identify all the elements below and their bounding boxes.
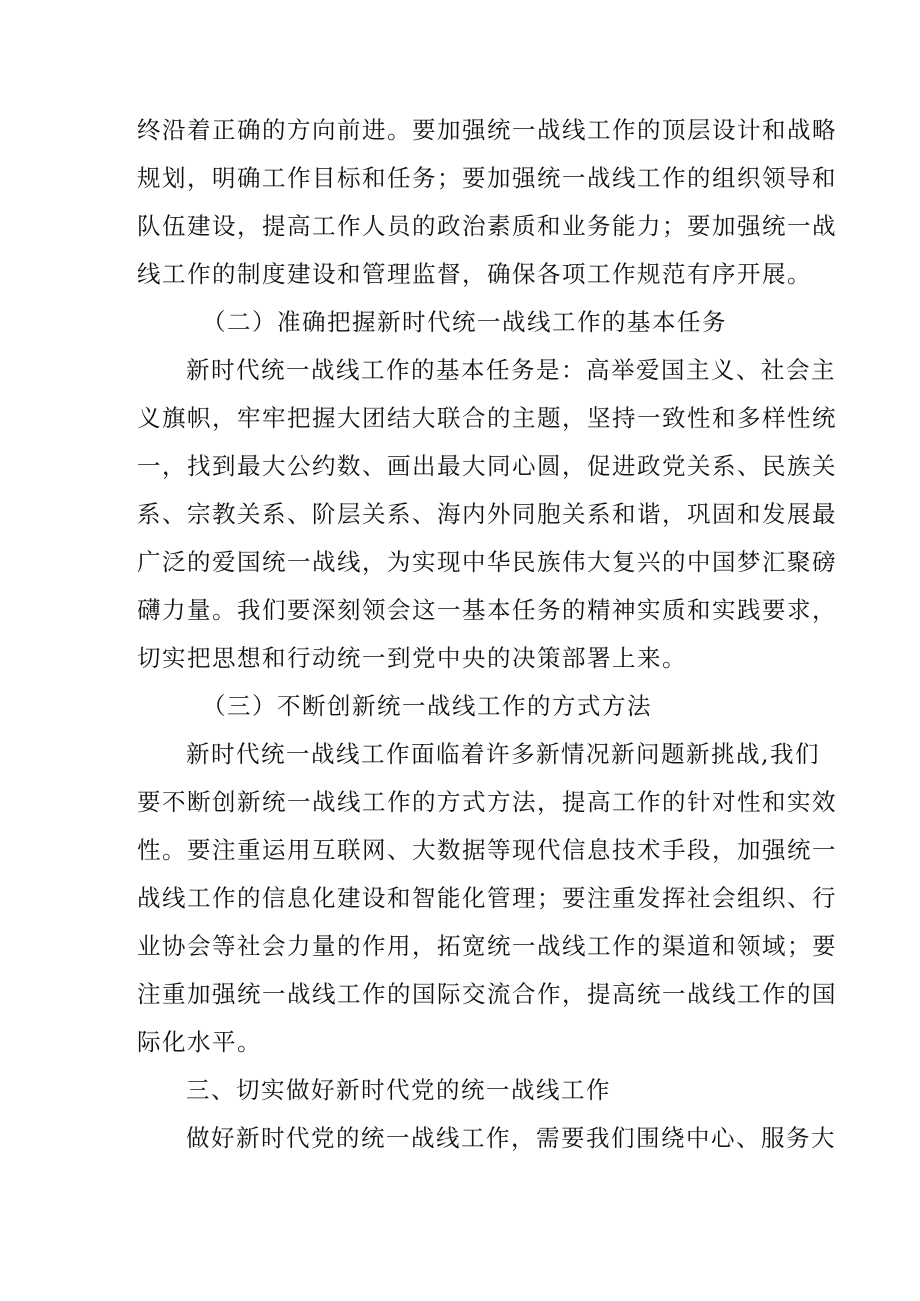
section-heading-three: 三、切实做好新时代党的统一战线工作 [186, 1076, 611, 1104]
paragraph-line: 一，找到最大公约数、画出最大同心圆，促进政党关系、民族关 [137, 452, 837, 480]
paragraph-line: 义旗帜，牢牢把握大团结大联合的主题，坚持一致性和多样性统 [137, 404, 837, 432]
paragraph-line: 新时代统一战线工作面临着许多新情况新问题新挑战,我们 [186, 740, 820, 768]
paragraph-line: 规划，明确工作目标和任务；要加强统一战线工作的组织领导和 [137, 164, 837, 192]
subheading-basic-tasks: （二）准确把握新时代统一战线工作的基本任务 [202, 308, 727, 336]
paragraph-line: 系、宗教关系、阶层关系、海内外同胞关系和谐，巩固和发展最 [137, 500, 837, 528]
paragraph-line: 业协会等社会力量的作用，拓宽统一战线工作的渠道和领域；要 [137, 932, 837, 960]
paragraph-line: 做好新时代党的统一战线工作，需要我们围绕中心、服务大 [186, 1124, 836, 1152]
paragraph-line: 新时代统一战线工作的基本任务是：高举爱国主义、社会主 [186, 356, 836, 384]
paragraph-line: 性。要注重运用互联网、大数据等现代信息技术手段，加强统一 [137, 836, 837, 864]
paragraph-line: 要不断创新统一战线工作的方式方法，提高工作的针对性和实效 [137, 788, 837, 816]
paragraph-line: 际化水平。 [137, 1028, 262, 1056]
paragraph-line: 注重加强统一战线工作的国际交流合作，提高统一战线工作的国 [137, 980, 837, 1008]
subheading-innovate-methods: （三）不断创新统一战线工作的方式方法 [202, 692, 652, 720]
paragraph-line: 礴力量。我们要深刻领会这一基本任务的精神实质和实践要求， [137, 596, 837, 624]
paragraph-line: 队伍建设，提高工作人员的政治素质和业务能力；要加强统一战 [137, 212, 837, 240]
paragraph-line: 战线工作的信息化建设和智能化管理；要注重发挥社会组织、行 [137, 884, 837, 912]
paragraph-line: 终沿着正确的方向前进。要加强统一战线工作的顶层设计和战略 [137, 116, 837, 144]
paragraph-line: 线工作的制度建设和管理监督，确保各项工作规范有序开展。 [137, 260, 812, 288]
paragraph-line: 切实把思想和行动统一到党中央的决策部署上来。 [137, 644, 687, 672]
paragraph-line: 广泛的爱国统一战线，为实现中华民族伟大复兴的中国梦汇聚磅 [137, 548, 837, 576]
